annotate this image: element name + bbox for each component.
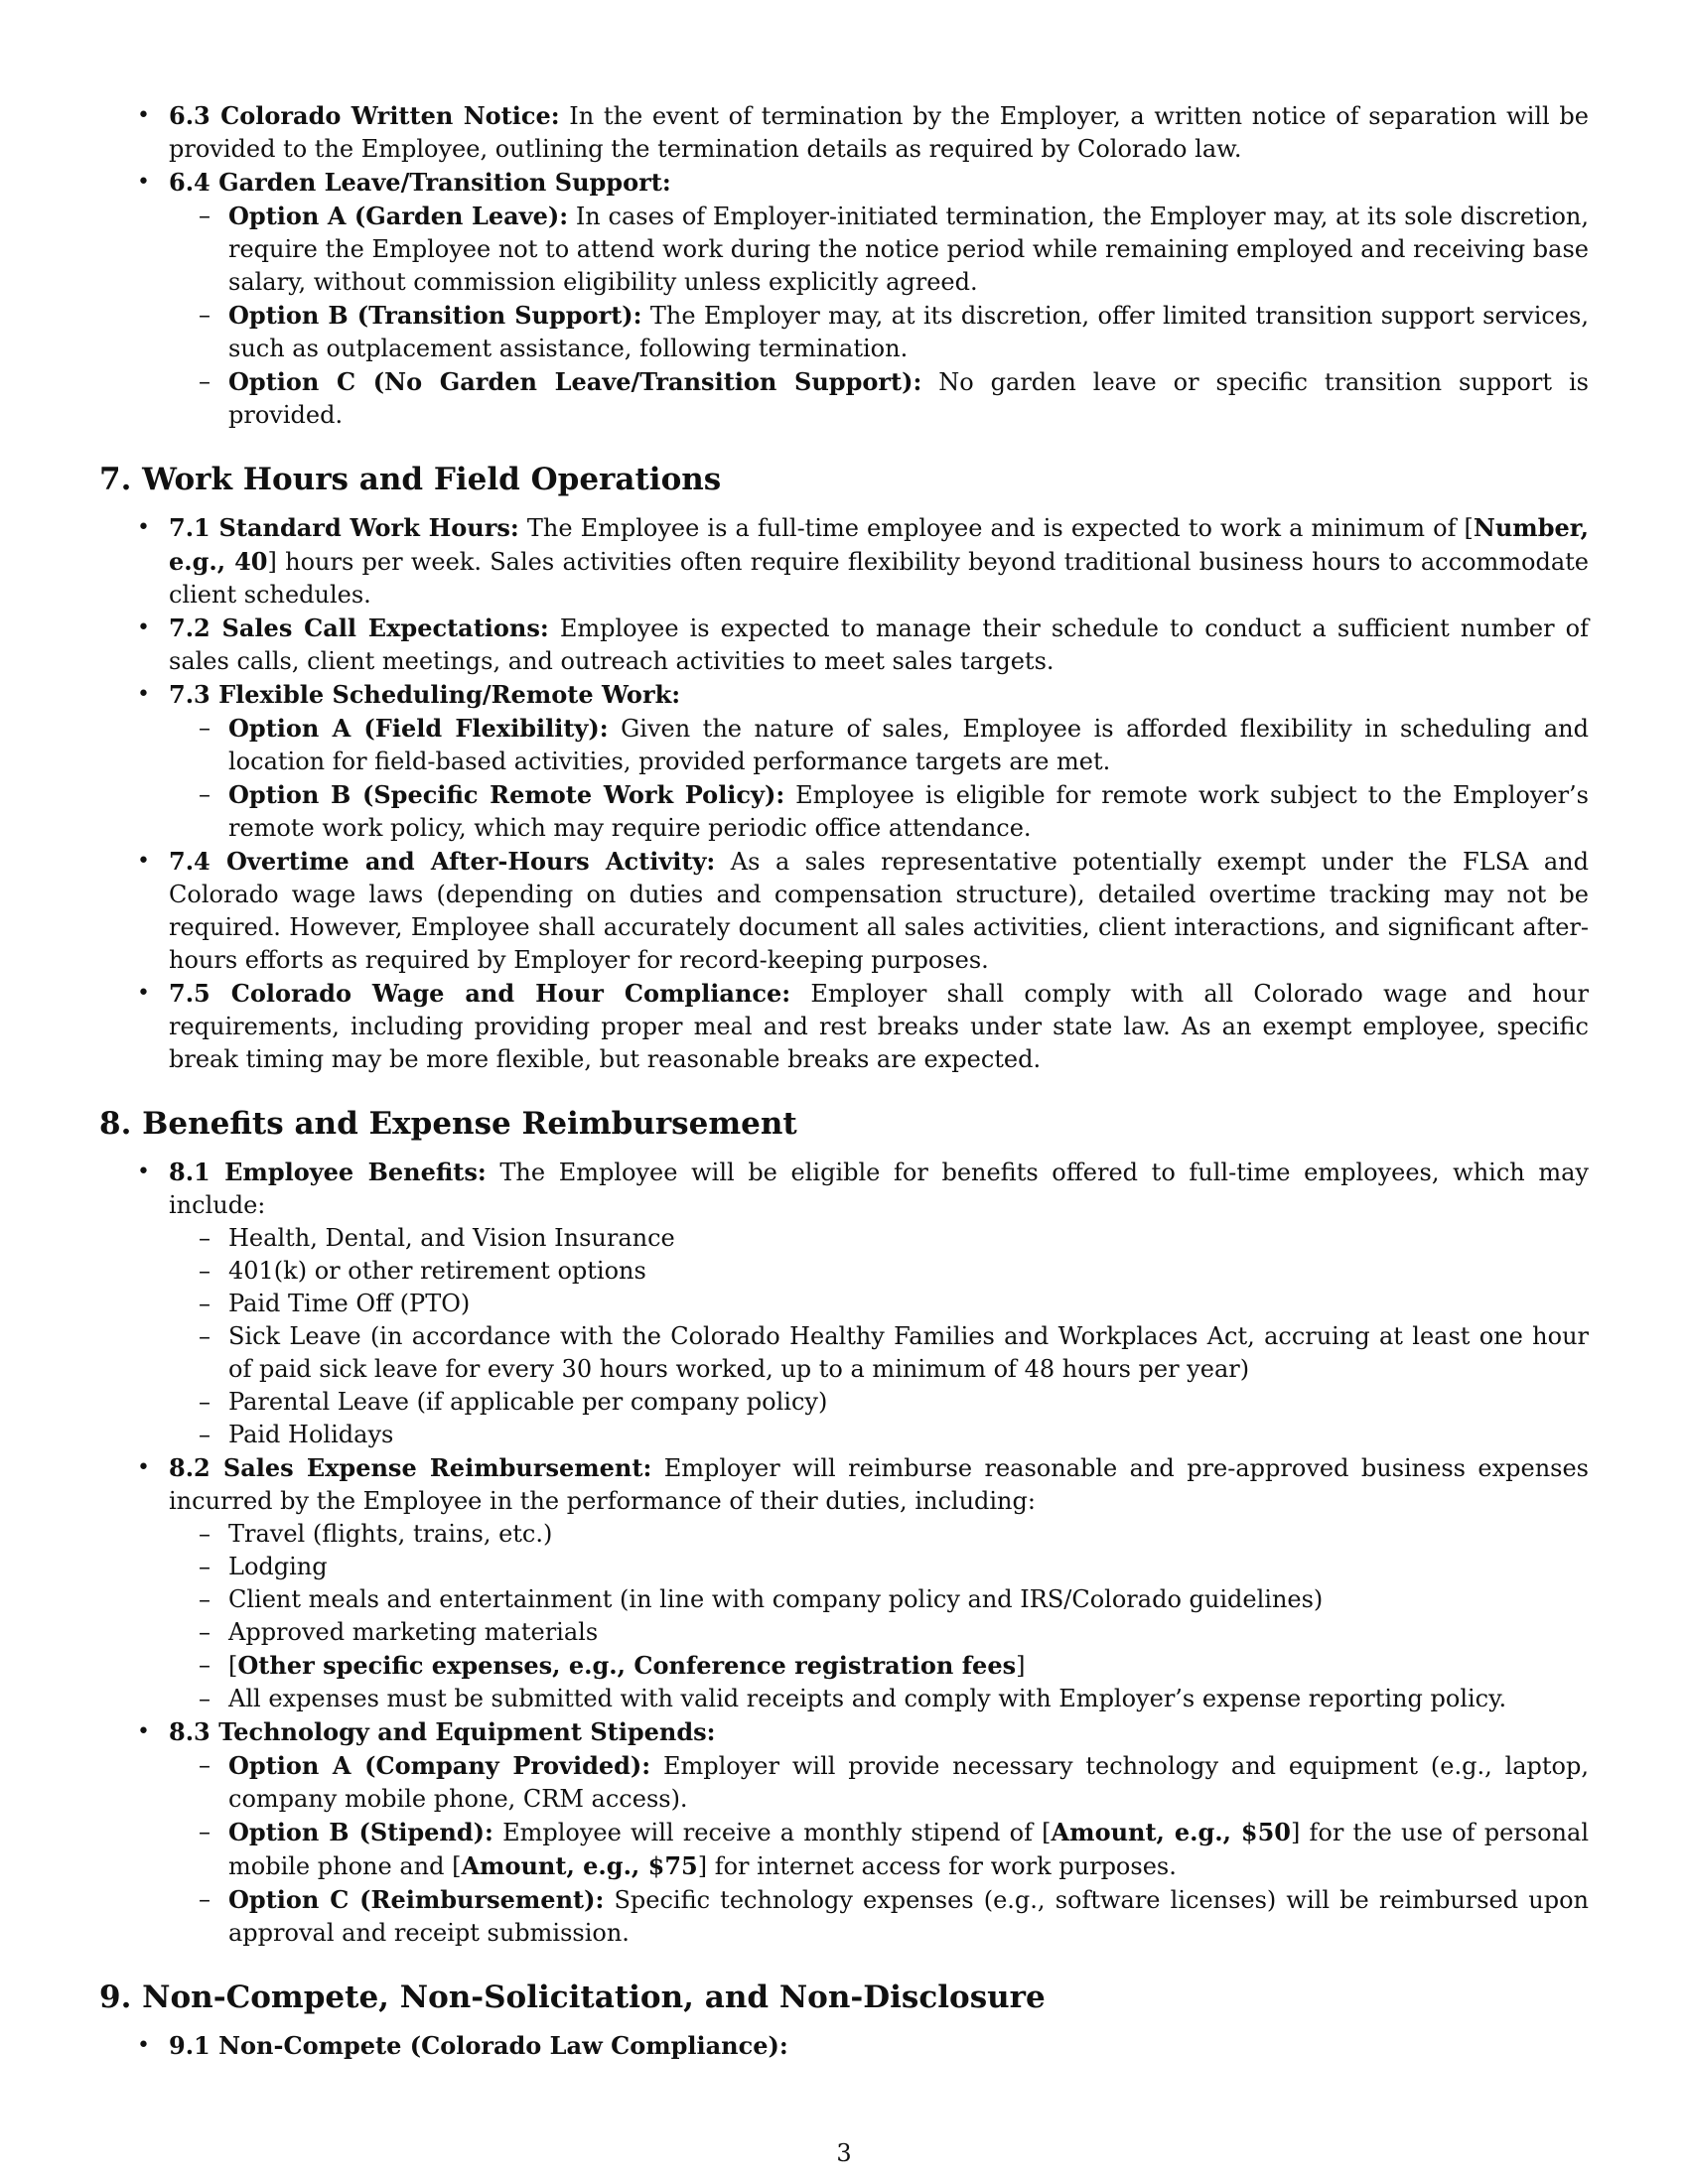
option-text: In cases of Employer-initiated termination, the Employer may, at its sole discretion, require the Employee not to attend work during the notice period while remaining employed and receiving base salary, without commission eligibility unless explicitly agreed.: [228, 203, 1589, 296]
section-9-heading: 9. Non-Compete, Non-Solicitation, and Non-Disclosure: [99, 1979, 1046, 2015]
option-text: Given the nature of sales, Employee is afforded flexibility in scheduling and location for field-based activities, provided performance targets are met.: [228, 715, 1589, 775]
expense-item: – Client meals and entertainment (in line with company policy and IRS/Colorado guidelines): [169, 1583, 1589, 1616]
option-title: Option B (Stipend):: [228, 1818, 493, 1846]
amount-placeholder: Amount, e.g., $50: [1051, 1818, 1291, 1846]
item-7-5-title: 7.5 Colorado Wage and Hour Compliance:: [169, 979, 791, 1008]
item-7-3-option-b: [169, 778, 1589, 845]
item-7-4-text: As a sales representative potentially exempt under the FLSA and Colorado wage laws (depending on duties and compensation structure), detailed overtime tracking may not be required. However, Employee shall accurately document all sales activities, client interactions, and significant after-hours efforts as required by Employer for record-keeping purposes.: [169, 848, 1589, 974]
section-6-list: [99, 99, 1589, 432]
item-6-3-title: 6.3 Colorado Written Notice:: [169, 101, 560, 130]
benefit-item: – Parental Leave (if applicable per company policy): [169, 1386, 1589, 1419]
item-6-4-options: [169, 200, 1589, 432]
item-6-4-option-c: [169, 365, 1589, 432]
item-8-2-text: Employer will reimburse reasonable and pre-approved business expenses incurred by the Employee in the performance of their duties, including:: [169, 1454, 1589, 1515]
expense-item: – Travel (flights, trains, etc.): [169, 1518, 1589, 1551]
section-7-heading: 7. Work Hours and Field Operations: [99, 462, 722, 497]
option-text: No garden leave or specific transition support is provided.: [228, 368, 1589, 429]
item-8-3-option-a: [169, 1749, 1589, 1816]
item-7-4-title: 7.4 Overtime and After-Hours Activity:: [169, 847, 716, 876]
expense-item-other: – [Other specific expenses, e.g., Conference registration fees]: [169, 1649, 1589, 1683]
item-8-2-title: 8.2 Sales Expense Reimbursement:: [169, 1453, 652, 1482]
section-8-heading: 8. Benefits and Expense Reimbursement: [99, 1106, 797, 1142]
item-8-3-option-c: [169, 1883, 1589, 1950]
option-text: Employer will provide necessary technology and equipment (e.g., laptop, company mobile phone, CRM access).: [228, 1752, 1589, 1813]
section-9-list: [99, 2029, 1589, 2063]
item-7-1-pre: The Employee is a full-time employee and is expected to work a minimum of [: [518, 514, 1474, 542]
benefit-item: – Sick Leave (in accordance with the Colorado Healthy Families and Workplaces Act, accruing at least one hour of paid sick leave for every 30 hours worked, up to a minimum of 48 hours per year): [169, 1320, 1589, 1386]
section-7-list: [99, 511, 1589, 1076]
expense-item: – Lodging: [169, 1551, 1589, 1583]
page-content: [99, 99, 1589, 2063]
item-9-1-title: 9.1 Non-Compete (Colorado Law Compliance):: [169, 2031, 788, 2060]
item-8-3: [99, 1715, 1589, 1950]
section-8-list: [99, 1156, 1589, 1950]
item-7-3-title: 7.3 Flexible Scheduling/Remote Work:: [169, 680, 681, 709]
amount-placeholder: Amount, e.g., $75: [461, 1851, 698, 1880]
item-6-3: [99, 99, 1589, 166]
item-9-1: [99, 2029, 1589, 2063]
item-7-5-text: Employer shall comply with all Colorado wage and hour requirements, including providing proper meal and rest breaks under state law. As an exempt employee, specific break timing may be more flexible, but reasonable breaks are expected.: [169, 980, 1589, 1073]
benefit-item: – 401(k) or other retirement options: [169, 1255, 1589, 1288]
benefit-item: – Paid Holidays: [169, 1419, 1589, 1451]
option-title: Option C (Reimbursement):: [228, 1885, 605, 1914]
option-title: Option C (No Garden Leave/Transition Support):: [228, 367, 922, 396]
other-expenses-placeholder: Other specific expenses, e.g., Conference registration fees: [237, 1651, 1017, 1680]
option-title: Option A (Company Provided):: [228, 1751, 651, 1780]
item-8-1-title: 8.1 Employee Benefits:: [169, 1158, 487, 1186]
option-text: Employee will receive a monthly stipend of [: [492, 1819, 1052, 1846]
expense-item: – Approved marketing materials: [169, 1616, 1589, 1649]
item-7-1-placeholder: Number, e.g., 40: [169, 513, 1589, 576]
item-7-2-text: Employee is expected to manage their schedule to conduct a sufficient number of sales calls, client meetings, and outreach activities to meet sales targets.: [169, 614, 1590, 675]
option-text: The Employer may, at its discretion, offer limited transition support services, such as outplacement assistance, following termination.: [228, 302, 1589, 362]
benefits-list: [169, 1222, 1589, 1451]
item-8-3-option-b: [169, 1816, 1589, 1883]
option-text: ] for the use of personal mobile phone and [: [228, 1819, 1590, 1880]
item-8-3-options: [169, 1749, 1589, 1950]
item-6-3-text: In the event of termination by the Employer, a written notice of separation will be provided to the Employee, outlining the termination details as required by Colorado law.: [169, 102, 1589, 163]
option-title: Option A (Field Flexibility):: [228, 714, 609, 743]
item-7-4: [99, 845, 1589, 977]
expenses-list: [169, 1518, 1589, 1715]
option-title: Option A (Garden Leave):: [228, 202, 569, 230]
item-7-3-options: [169, 712, 1589, 845]
expense-item: – All expenses must be submitted with valid receipts and comply with Employer’s expense reporting policy.: [169, 1683, 1589, 1715]
item-7-1: [99, 511, 1589, 612]
option-title: Option B (Specific Remote Work Policy):: [228, 780, 785, 809]
item-7-1-post: ] hours per week. Sales activities often require flexibility beyond traditional business hours to accommodate client schedules.: [169, 548, 1589, 609]
option-text: Employee is eligible for remote work subject to the Employer’s remote work policy, which may require periodic office attendance.: [228, 781, 1589, 842]
item-7-3-option-a: [169, 712, 1589, 778]
item-6-4-option-b: [169, 299, 1589, 365]
page-number: 3: [836, 2139, 852, 2167]
option-title: Option B (Transition Support):: [228, 301, 642, 330]
item-8-2: [99, 1451, 1589, 1715]
item-6-4-title: 6.4 Garden Leave/Transition Support:: [169, 168, 671, 197]
benefit-item: – Health, Dental, and Vision Insurance: [169, 1222, 1589, 1255]
item-7-3: [99, 678, 1589, 845]
item-8-1-text: The Employee will be eligible for benefits offered to full-time employees, which may include:: [169, 1159, 1589, 1219]
option-text: ] for internet access for work purposes.: [697, 1852, 1177, 1880]
item-8-1: [99, 1156, 1589, 1451]
item-7-5: [99, 977, 1589, 1076]
item-7-2-title: 7.2 Sales Call Expectations:: [169, 614, 549, 642]
item-7-1-title: 7.1 Standard Work Hours:: [169, 513, 519, 542]
benefit-item: – Paid Time Off (PTO): [169, 1288, 1589, 1320]
item-6-4: [99, 166, 1589, 432]
item-8-3-title: 8.3 Technology and Equipment Stipends:: [169, 1717, 716, 1746]
item-6-4-option-a: [169, 200, 1589, 299]
option-text: Specific technology expenses (e.g., software licenses) will be reimbursed upon approval and receipt submission.: [228, 1886, 1589, 1947]
item-7-2: [99, 612, 1589, 678]
